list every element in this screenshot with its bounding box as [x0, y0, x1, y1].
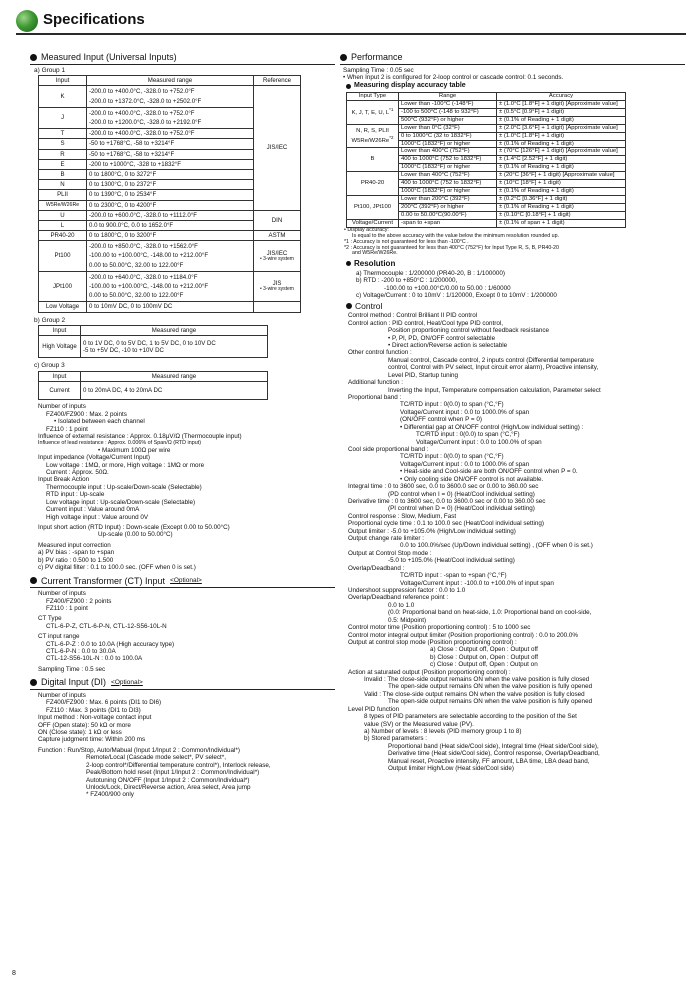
- reference-note: • 3-wire system: [260, 286, 294, 293]
- group1-table: [38, 75, 301, 312]
- col-header: Measured range: [81, 326, 268, 336]
- input-type-label: N, R, S, PLII W5Re/W26Re: [351, 127, 390, 144]
- range-line: 0.0 to 900.0°C, 0.0 to 1652.0°F: [89, 221, 174, 229]
- table-row: [39, 231, 301, 241]
- reference-cell: [254, 302, 301, 312]
- group2-label: b) Group 2: [34, 316, 66, 324]
- accuracy-cell: ± (2.0°C [3.6°F] + 1 digit) [Approximate value]: [497, 124, 626, 132]
- range-cell: 0 to 20mA DC, 4 to 20mA DC: [81, 382, 268, 400]
- accuracy-cell: ± (0.1% of span + 1 digit): [497, 220, 626, 228]
- accuracy-table-title: Measuring display accuracy table: [346, 82, 685, 90]
- col-header: Input: [39, 76, 87, 86]
- page-title: Specifications: [43, 11, 145, 28]
- range-cell: 400 to 1000°C (752 to 1832°F): [399, 156, 497, 164]
- range-cell: [87, 139, 254, 149]
- range-line: -200.0 to +400.0°C, -328.0 to +752.0°F: [89, 109, 195, 117]
- reference-label: JIS/IEC: [266, 144, 288, 152]
- reference-label: JIS/IEC: [266, 249, 288, 257]
- text-line: Cool side proportional band :: [348, 445, 429, 453]
- bullet-icon: [346, 303, 352, 309]
- text-line: -5.0 to +105.0% (Heat/Cool individual setting): [388, 557, 515, 565]
- text-line: Inverting the Input, Temperature compensation calculation, Parameter select: [388, 386, 601, 394]
- accuracy-cell: ± (1.4°C [2.52°F] + 1 digit): [497, 156, 626, 164]
- bullet-icon: [340, 54, 347, 61]
- text-line: 0.5: Midpoint): [388, 616, 427, 624]
- accuracy-cell: ± (1.0°C [1.8°F] + 1 digit): [497, 132, 626, 140]
- range-line: -200 to +1000°C, -328 to +1832°F: [89, 160, 181, 168]
- text-line: and W5Re/W26Re.: [352, 250, 398, 257]
- col-header: Measured range: [87, 76, 254, 86]
- text-line: TC/RTD input : -span to +span (°C,°F): [400, 572, 507, 580]
- range-cell: [87, 200, 254, 210]
- text-line: Output limiter : -5.0 to +105.0% (High/Low individual setting): [348, 527, 516, 535]
- input-type-label: K, J, T, E, U, L: [351, 110, 390, 117]
- text-line: FZ110 : 1 point: [46, 425, 88, 433]
- text-line: OFF (Open state): 50 kΩ or more: [38, 721, 131, 729]
- text-line: Current : Approx. 50Ω.: [46, 469, 109, 477]
- bullet-icon: [346, 84, 351, 89]
- text-line: Voltage/Current input : -100.0 to +100.0% of input span: [400, 579, 554, 587]
- text-line: TC/RTD input : 0(0.0) to span (°C,°F): [416, 431, 520, 439]
- range-line: -50 to +1768°C, -58 to +3214°F: [89, 150, 175, 158]
- digital-input-lines: [38, 692, 335, 799]
- text-line: CTL-6-P-Z : 0.0 to 10.0A (High accuracy type): [46, 640, 175, 648]
- resolution-lines: [348, 270, 685, 300]
- text-line: Input impedance (Voltage/Current Input): [38, 454, 151, 462]
- range-line: -200.0 to +400.0°C, -328.0 to +752.0°F: [89, 130, 195, 138]
- text-line: Undershoot suppression factor : 0.0 to 1.0: [348, 586, 466, 594]
- text-line: 0.0 to 100.0%/sec (Up/Down individual setting) , (OFF when 0 is set.): [400, 542, 593, 550]
- section-digital-input: Digital Input (DI) <Optional>: [30, 677, 335, 690]
- text-line: (PD control when I = 0) (Heat/Cool individual setting): [388, 490, 535, 498]
- text-line: Other control function :: [348, 349, 412, 357]
- text-line: Sampling Time : 0.5 sec: [38, 665, 106, 673]
- text-line: Measured input correction: [38, 541, 111, 549]
- range-cell: [87, 241, 254, 272]
- table-row: [39, 336, 268, 358]
- text-line: • Differential gap at ON/OFF control (High/Low individual setting) :: [400, 423, 584, 431]
- text-line: Control response : Slow, Medium, Fast: [348, 512, 457, 520]
- page-header: [16, 10, 686, 34]
- text-line: Number of inputs: [38, 691, 86, 699]
- text-line: Current input : Value around 0mA: [46, 506, 140, 514]
- globe-logo-icon: [16, 10, 38, 32]
- accuracy-cell: ± (0.2°C [0.36°F] + 1 digit): [497, 196, 626, 204]
- input-cell: PR40-20: [39, 231, 87, 241]
- range-cell: 500°C (932°F) or higher: [399, 116, 497, 124]
- accuracy-cell: ± (0.1% of Reading + 1 digit): [497, 116, 626, 124]
- range-line: 0 to 1800°C, 0 to 3272°F: [89, 170, 157, 178]
- table-row: [39, 382, 268, 400]
- input-cell: E: [39, 159, 87, 169]
- reference-label: DIN: [271, 216, 283, 224]
- table-row: [39, 302, 301, 312]
- range-line: -200.0 to +850.0°C, -328.0 to +1562.0°F: [89, 243, 198, 251]
- text-line: CTL-12-S56-10L-N : 0.0 to 100.0A: [46, 655, 143, 663]
- section-control: Control: [346, 301, 685, 311]
- range-cell: [87, 129, 254, 139]
- text-line: Manual control, Cascade control, 2 inputs control (Differential temperature: [388, 356, 595, 364]
- range-line: 0 to 1390°C, 0 to 2534°F: [89, 191, 157, 199]
- text-line: (ON/OFF control when P = 0): [400, 416, 482, 424]
- text-line: CT Type: [38, 615, 62, 623]
- text-line: Control method : Control Brilliant II PID control: [348, 312, 478, 320]
- reference-cell: [254, 210, 301, 230]
- group1-label: a) Group 1: [34, 66, 66, 74]
- text-line: Overlap/Deadband :: [348, 564, 405, 572]
- text-line: • Heat-side and Cool-side are both ON/OFF control when P = 0.: [400, 468, 578, 476]
- text-line: c) PV digital filter : 0.1 to 100.0 sec. (OFF when 0 is set.): [38, 564, 196, 572]
- text-line: Valid : The close-side output remains ON when the valve position is fully closed: [364, 690, 585, 698]
- input-cell: Pt100: [39, 241, 87, 272]
- optional-tag: <Optional>: [111, 678, 143, 686]
- reference-cell: [254, 86, 301, 210]
- text-line: FZ400/FZ900 : Max. 6 points (DI1 to DI6): [46, 699, 162, 707]
- text-line: Additional function :: [348, 379, 403, 387]
- table-row: [39, 241, 301, 272]
- header-rule: [16, 33, 686, 35]
- text-line: FZ110 : 1 point: [46, 604, 88, 612]
- bullet-icon: [30, 679, 37, 686]
- footnote-mark: *2: [389, 134, 394, 140]
- input-cell: B: [39, 169, 87, 179]
- input-cell: PLII: [39, 190, 87, 200]
- range-cell: [81, 336, 268, 358]
- input-cell: Low Voltage: [39, 302, 87, 312]
- text-line: Sampling Time : 0.05 sec: [343, 66, 414, 74]
- range-line: 0 to 1800°C, 0 to 3200°F: [89, 232, 157, 240]
- text-line: Position proportioning control without feedback resistance: [388, 327, 550, 335]
- text-line: Number of inputs: [38, 590, 86, 598]
- range-cell: 1000°C (1832°F) or higher: [399, 140, 497, 148]
- col-header: Accuracy: [497, 92, 626, 100]
- input-type-label: Voltage/Current: [352, 220, 393, 227]
- range-cell: 0 to 1000°C (32 to 1832°F): [399, 132, 497, 140]
- accuracy-cell: ± (0.1% of Reading + 1 digit): [497, 140, 626, 148]
- text-line: ON (Close state): 1 kΩ or less: [38, 729, 122, 737]
- range-line: 0 to 2300°C, 0 to 4200°F: [89, 201, 157, 209]
- text-line: c) Voltage/Current : 0 to 10mV : 1/120000, Except 0 to 10mV : 1/200000: [356, 291, 557, 299]
- accuracy-cell: ± (10°C [18°F] + 1 digit): [497, 180, 626, 188]
- input-type-label: PR40-20: [360, 180, 385, 187]
- performance-lines: [343, 67, 685, 82]
- group3-table: [38, 371, 268, 400]
- text-line: • Direct action/Reverse action is selectable: [388, 342, 508, 350]
- resolution-title: Resolution: [346, 259, 685, 268]
- reference-label: JIS: [272, 280, 282, 288]
- table-row: [39, 271, 301, 302]
- text-line: (PI control when D = 0) (Heat/Cool individual setting): [388, 505, 535, 513]
- text-line: Voltage/Current input : 0.0 to 1000.0% of span: [400, 408, 530, 416]
- input-type-cell: [347, 196, 399, 220]
- text-line: Invalid : The close-side output remains ON when the valve position is fully closed: [364, 676, 590, 684]
- group3-label: c) Group 3: [34, 362, 65, 370]
- left-column: [30, 52, 335, 799]
- range-line: -100.00 to +100.00°C, -148.00 to +212.00°F: [89, 283, 209, 291]
- input-type-label: Pt100, JPt100: [353, 204, 391, 211]
- range-line: -5 to +5V DC, -10 to +10V DC: [83, 346, 164, 354]
- text-line: control, Control with PV select, Input circuit error alarm), Proactive intensity,: [388, 364, 599, 372]
- text-line: *1 : Accuracy is not guaranteed for less than -100°C .: [344, 238, 469, 245]
- range-cell: 1000°C (1832°F) or higher: [399, 164, 497, 172]
- text-line: Overlap/Deadband reference point :: [348, 594, 449, 602]
- input-cell: W5Re/W26Re: [39, 200, 87, 210]
- text-line: a) Number of levels : 8 levels (PID memory group 1 to 8): [364, 728, 522, 735]
- text-line: Output limiter High/Low (Heat side/Cool side): [388, 765, 514, 773]
- range-cell: [87, 107, 254, 128]
- input-cell: S: [39, 139, 87, 149]
- control-lines: [340, 312, 685, 772]
- text-line: c) Close : Output off, Open : Output on: [430, 661, 538, 669]
- text-line: TC/RTD input : 0(0.0) to span (°C,°F): [400, 453, 504, 461]
- input-cell: Current: [39, 382, 81, 400]
- accuracy-footnotes: [344, 228, 685, 257]
- text-line: Output at Control Stop mode :: [348, 549, 432, 557]
- group2-table: [38, 325, 268, 358]
- range-line: -50 to +1768°C, -58 to +3214°F: [89, 140, 175, 148]
- text-line: The open-side output remains ON when the valve position is fully opened: [388, 683, 593, 691]
- range-cell: Lower than 200°C (392°F): [399, 196, 497, 204]
- text-line: FZ400/FZ900 : 2 points: [46, 597, 112, 605]
- text-line: a) PV bias : -span to +span: [38, 549, 115, 557]
- range-cell: Lower than -100°C (-148°F): [399, 100, 497, 108]
- text-line: • Display accuracy:: [344, 227, 389, 234]
- table-row: [39, 86, 301, 107]
- range-line: 0.00 to 50.00°C, 32.00 to 122.00°F: [89, 261, 184, 269]
- text-line: Output at control stop mode (Position proportioning control) :: [348, 638, 517, 646]
- reference-cell: [254, 241, 301, 272]
- range-line: -200.0 to +1372.0°C, -328.0 to +2502.0°F: [89, 97, 202, 105]
- text-line: High voltage input : Value around 0V: [46, 513, 149, 521]
- input-type-cell: [347, 100, 399, 124]
- range-cell: [87, 159, 254, 169]
- text-line: • Only cooling side ON/OFF control is not available.: [400, 475, 544, 483]
- range-line: 0 to 1300°C, 0 to 2372°F: [89, 181, 157, 189]
- table-row: [347, 124, 626, 132]
- text-line: Low voltage input : Up-scale/Down-scale (Selectable): [46, 498, 196, 506]
- section-ct-input: Current Transformer (CT) Input <Optional>: [30, 576, 335, 589]
- section-performance: Performance: [340, 52, 685, 65]
- input-cell: JPt100: [39, 271, 87, 302]
- ct-input-lines: [38, 590, 335, 673]
- text-line: Level PID, Startup tuning: [388, 371, 459, 379]
- input-type-cell: [347, 124, 399, 148]
- text-line: * FZ400/900 only: [86, 791, 134, 799]
- text-line: Proportional band :: [348, 394, 402, 402]
- range-cell: [87, 86, 254, 107]
- text-line: Input Break Action: [38, 476, 90, 484]
- accuracy-table: [346, 92, 626, 228]
- text-line: 8 types of PID parameters are selectable according to the position of the Set: [364, 713, 577, 721]
- text-line: Unlock/Lock, Direct/Reverse action, Area select, Area jump: [86, 784, 251, 791]
- text-line: Capture judgment time: Within 200 ms: [38, 736, 146, 744]
- text-line: *2 : Accuracy is not guaranteed for less than 400°C (752°F) for Input Type R, S, B, PR40-20: [344, 244, 559, 251]
- text-line: Control motor integral output limiter (Position proportioning control) : 0.0 to 200.0%: [348, 631, 578, 639]
- input-cell: High Voltage: [39, 336, 81, 358]
- text-line: -100.00 to +100.00°C/0.00 to 50.00 : 1/60000: [384, 284, 511, 292]
- col-header: Range: [399, 92, 497, 100]
- text-line: Is equal to the above accuracy with the value below the minimum resolution rounded up.: [352, 232, 559, 239]
- reference-cell: [254, 271, 301, 302]
- page-number: 8: [12, 970, 16, 977]
- text-line: b) PV ratio : 0.500 to 1.500: [38, 556, 114, 564]
- text-line: Manual reset, Proactive intensity, FF amount, LBA time, LBA dead band,: [388, 757, 590, 765]
- text-line: TC/RTD input : 0(0.0) to span (°C,°F): [400, 401, 504, 409]
- text-line: • When Input 2 is configured for 2-loop control or cascade control: 0.1 seconds.: [343, 74, 564, 82]
- bullet-icon: [30, 54, 37, 61]
- text-line: CTL-6-P-N : 0.0 to 30.0A: [46, 648, 116, 656]
- range-cell: [87, 190, 254, 200]
- text-line: Up-scale (0.00 to 50.00°C): [98, 531, 173, 539]
- text-line: Low voltage : 1MΩ, or more, High voltage : 1MΩ or more: [46, 461, 205, 469]
- range-cell: 200°C (392°F) or higher: [399, 204, 497, 212]
- range-cell: Lower than 400°C (752°F): [399, 172, 497, 180]
- range-line: -200.0 to +600.0°C, -328.0 to +1112.0°F: [89, 211, 197, 219]
- input-type-label: B: [370, 156, 375, 163]
- range-line: -200.0 to +400.0°C, -328.0 to +752.0°F: [89, 88, 195, 96]
- text-line: 2-loop control*/Differential temperature control*), Interlock release,: [86, 761, 271, 769]
- input-cell: U: [39, 210, 87, 220]
- table-row: [347, 100, 626, 108]
- text-line: Voltage/Current input : 0.0 to 100.0% of span: [416, 438, 542, 446]
- text-line: Action at saturated output (Position proportioning control) :: [348, 668, 511, 676]
- text-line: Function : Run/Stop, Auto/Mabual (Input 1/Input 2 : Common/Individual*): [38, 746, 240, 754]
- text-line: Derivative time : 0 to 3600 sec, 0.0 to 3600.0 sec or 0.00 to 360.00 sec: [348, 497, 546, 505]
- input-type-cell: [347, 172, 399, 196]
- right-column: [340, 52, 685, 773]
- input-cell: T: [39, 129, 87, 139]
- accuracy-cell: ± (0.1% of Reading + 1 digit): [497, 204, 626, 212]
- text-line: • Maximum 100Ω per wire: [98, 446, 171, 454]
- text-line: b) Stored parameters :: [364, 735, 427, 743]
- bullet-icon: [30, 577, 37, 584]
- text-line: FZ110 : Max. 3 points (DI1 to DI3): [46, 706, 141, 714]
- text-line: Derivative time (Heat side/Cool side), Control response, Overlap/Deadband,: [388, 750, 600, 758]
- bullet-icon: [346, 261, 351, 266]
- range-cell: [87, 210, 254, 220]
- text-line: Influence of lead resistance : Approx. 0.006% of Span/Ω (RTD input): [38, 440, 202, 447]
- text-line: • Isolated between each channel: [54, 418, 145, 426]
- text-line: Proportional cycle time : 0.1 to 100.0 sec (Heat/Cool individual setting): [348, 520, 545, 528]
- range-cell: [87, 302, 254, 312]
- footnote-mark: *1: [389, 107, 394, 113]
- col-header: Input: [39, 372, 81, 382]
- measured-input-notes: [38, 403, 335, 571]
- range-cell: -100 to 500°C (-148 to 932°F): [399, 108, 497, 116]
- range-line: -100.00 to +100.00°C, -148.00 to +212.00°F: [89, 252, 209, 260]
- text-line: Integral time : 0 to 3600 sec, 0.0 to 3600.0 sec or 0.00 to 360.00 sec: [348, 483, 539, 491]
- table-row: [347, 196, 626, 204]
- text-line: Input short action (RTD Input) : Down-scale (Except 0.00 to 50.00°C): [38, 523, 230, 531]
- col-header: Input Type: [347, 92, 399, 100]
- accuracy-cell: ± (1.0°C [1.8°F] + 1 digit) [Approximate value]: [497, 100, 626, 108]
- text-line: Influence of external resistance : Approx. 0.18μV/Ω (Thermocouple input): [38, 432, 242, 440]
- text-line: Control motor time (Position proportioning control) : 5 to 1000 sec: [348, 624, 531, 632]
- text-line: 0.0 to 1.0: [388, 601, 415, 609]
- text-line: (0.0: Proportional band on heat-side, 1.0: Proportional band on cool-side,: [388, 609, 592, 617]
- text-line: Control action : PID control, Heat/Cool type PID control,: [348, 319, 504, 327]
- accuracy-cell: ± (70°C [126°F] + 1 digit) [Approximate value]: [497, 148, 626, 156]
- text-line: Output change rate limiter :: [348, 535, 424, 543]
- text-line: b) Close : Output on, Open : Output off: [430, 653, 539, 661]
- range-cell: Lower than 400°C (752°F): [399, 148, 497, 156]
- range-cell: [87, 220, 254, 230]
- accuracy-cell: ± (20°C [36°F] + 1 digit) [Approximate value]: [497, 172, 626, 180]
- range-cell: 400 to 1000°C (752 to 1832°F): [399, 180, 497, 188]
- text-line: • P, PI, PD, ON/OFF control selectable: [388, 334, 496, 342]
- accuracy-cell: ± (0.1% of Reading + 1 digit): [497, 164, 626, 172]
- text-line: FZ400/FZ900 : Max. 2 points: [46, 410, 127, 418]
- input-cell: J: [39, 107, 87, 128]
- reference-note: • 3-wire system: [260, 255, 294, 262]
- input-cell: R: [39, 149, 87, 159]
- text-line: Remote/Local (Cascade mode select*, PV select*,: [86, 754, 226, 762]
- range-cell: [87, 180, 254, 190]
- range-line: 0 to 10mV DC, 0 to 100mV DC: [89, 303, 173, 311]
- optional-tag: <Optional>: [170, 576, 202, 584]
- input-cell: N: [39, 180, 87, 190]
- range-cell: Lower than 0°C (32°F): [399, 124, 497, 132]
- text-line: a) Thermocouple : 1/200000 (PR40-20, B : 1/100000): [356, 269, 506, 277]
- range-cell: 1000°C (1832°F) or higher: [399, 188, 497, 196]
- range-cell: [87, 231, 254, 241]
- range-line: 0.00 to 50.00°C, 32.00 to 122.00°F: [89, 292, 184, 300]
- reference-cell: [254, 231, 301, 241]
- text-line: Proportional band (Heat side/Cool side), Integral time (Heat side/Cool side),: [388, 742, 599, 750]
- text-line: CTL-6-P-Z, CTL-6-P-N, CTL-12-S56-10L-N: [46, 622, 167, 630]
- range-cell: [87, 169, 254, 179]
- accuracy-cell: ± (0.5°C [0.9°F] + 1 digit): [497, 108, 626, 116]
- col-header: Measured range: [81, 372, 268, 382]
- text-line: The open-side output remains ON when the valve position is fully opened: [388, 698, 593, 706]
- text-line: value (SV) or the Measured value (PV).: [364, 720, 474, 728]
- range-cell: [87, 271, 254, 302]
- text-line: Autotuning ON/OFF (Input 1/Input 2 : Common/Individual*): [86, 776, 250, 784]
- accuracy-cell: ± (0.1% of Reading + 1 digit): [497, 188, 626, 196]
- text-line: CT input range: [38, 633, 80, 641]
- text-line: Level PID function: [348, 705, 400, 713]
- table-row: [347, 148, 626, 156]
- text-line: Number of inputs: [38, 403, 86, 411]
- range-line: 0 to 1V DC, 0 to 5V DC, 1 to 5V DC, 0 to 10V DC: [83, 339, 216, 347]
- text-line: Thermocouple input : Up-scale/Down-scale (Selectable): [46, 483, 202, 491]
- text-line: RTD input : Up-scale: [46, 491, 105, 499]
- text-line: Voltage/Current input : 0.0 to 1000.0% of span: [400, 460, 530, 468]
- input-type-cell: [347, 148, 399, 172]
- text-line: Peak/Bottom hold reset (Input 1/Input 2 : Common/Individual*): [86, 769, 260, 777]
- range-cell: -span to +span: [399, 220, 497, 228]
- reference-label: ASTM: [268, 232, 286, 240]
- range-line: -200.0 to +640.0°C, -328.0 to +1184.0°F: [89, 273, 198, 281]
- text-line: b) RTD : -200 to +850°C : 1/200000,: [356, 277, 458, 285]
- input-cell: L: [39, 220, 87, 230]
- col-header: Input: [39, 326, 81, 336]
- section-measured-input: Measured Input (Universal Inputs): [30, 52, 335, 65]
- range-cell: 0.00 to 50.00°C(90.00°F): [399, 212, 497, 220]
- accuracy-cell: ± (0.10°C [0.18°F] + 1 digit): [497, 212, 626, 220]
- input-cell: K: [39, 86, 87, 107]
- table-row: [39, 210, 301, 220]
- range-line: -200.0 to +1200.0°C, -328.0 to +2192.0°F: [89, 119, 202, 127]
- range-cell: [87, 149, 254, 159]
- table-row: [347, 172, 626, 180]
- text-line: a) Close : Output off, Open : Output off: [430, 646, 538, 654]
- text-line: Input method : Non-voltage contact input: [38, 714, 152, 722]
- col-header: Reference: [254, 76, 301, 86]
